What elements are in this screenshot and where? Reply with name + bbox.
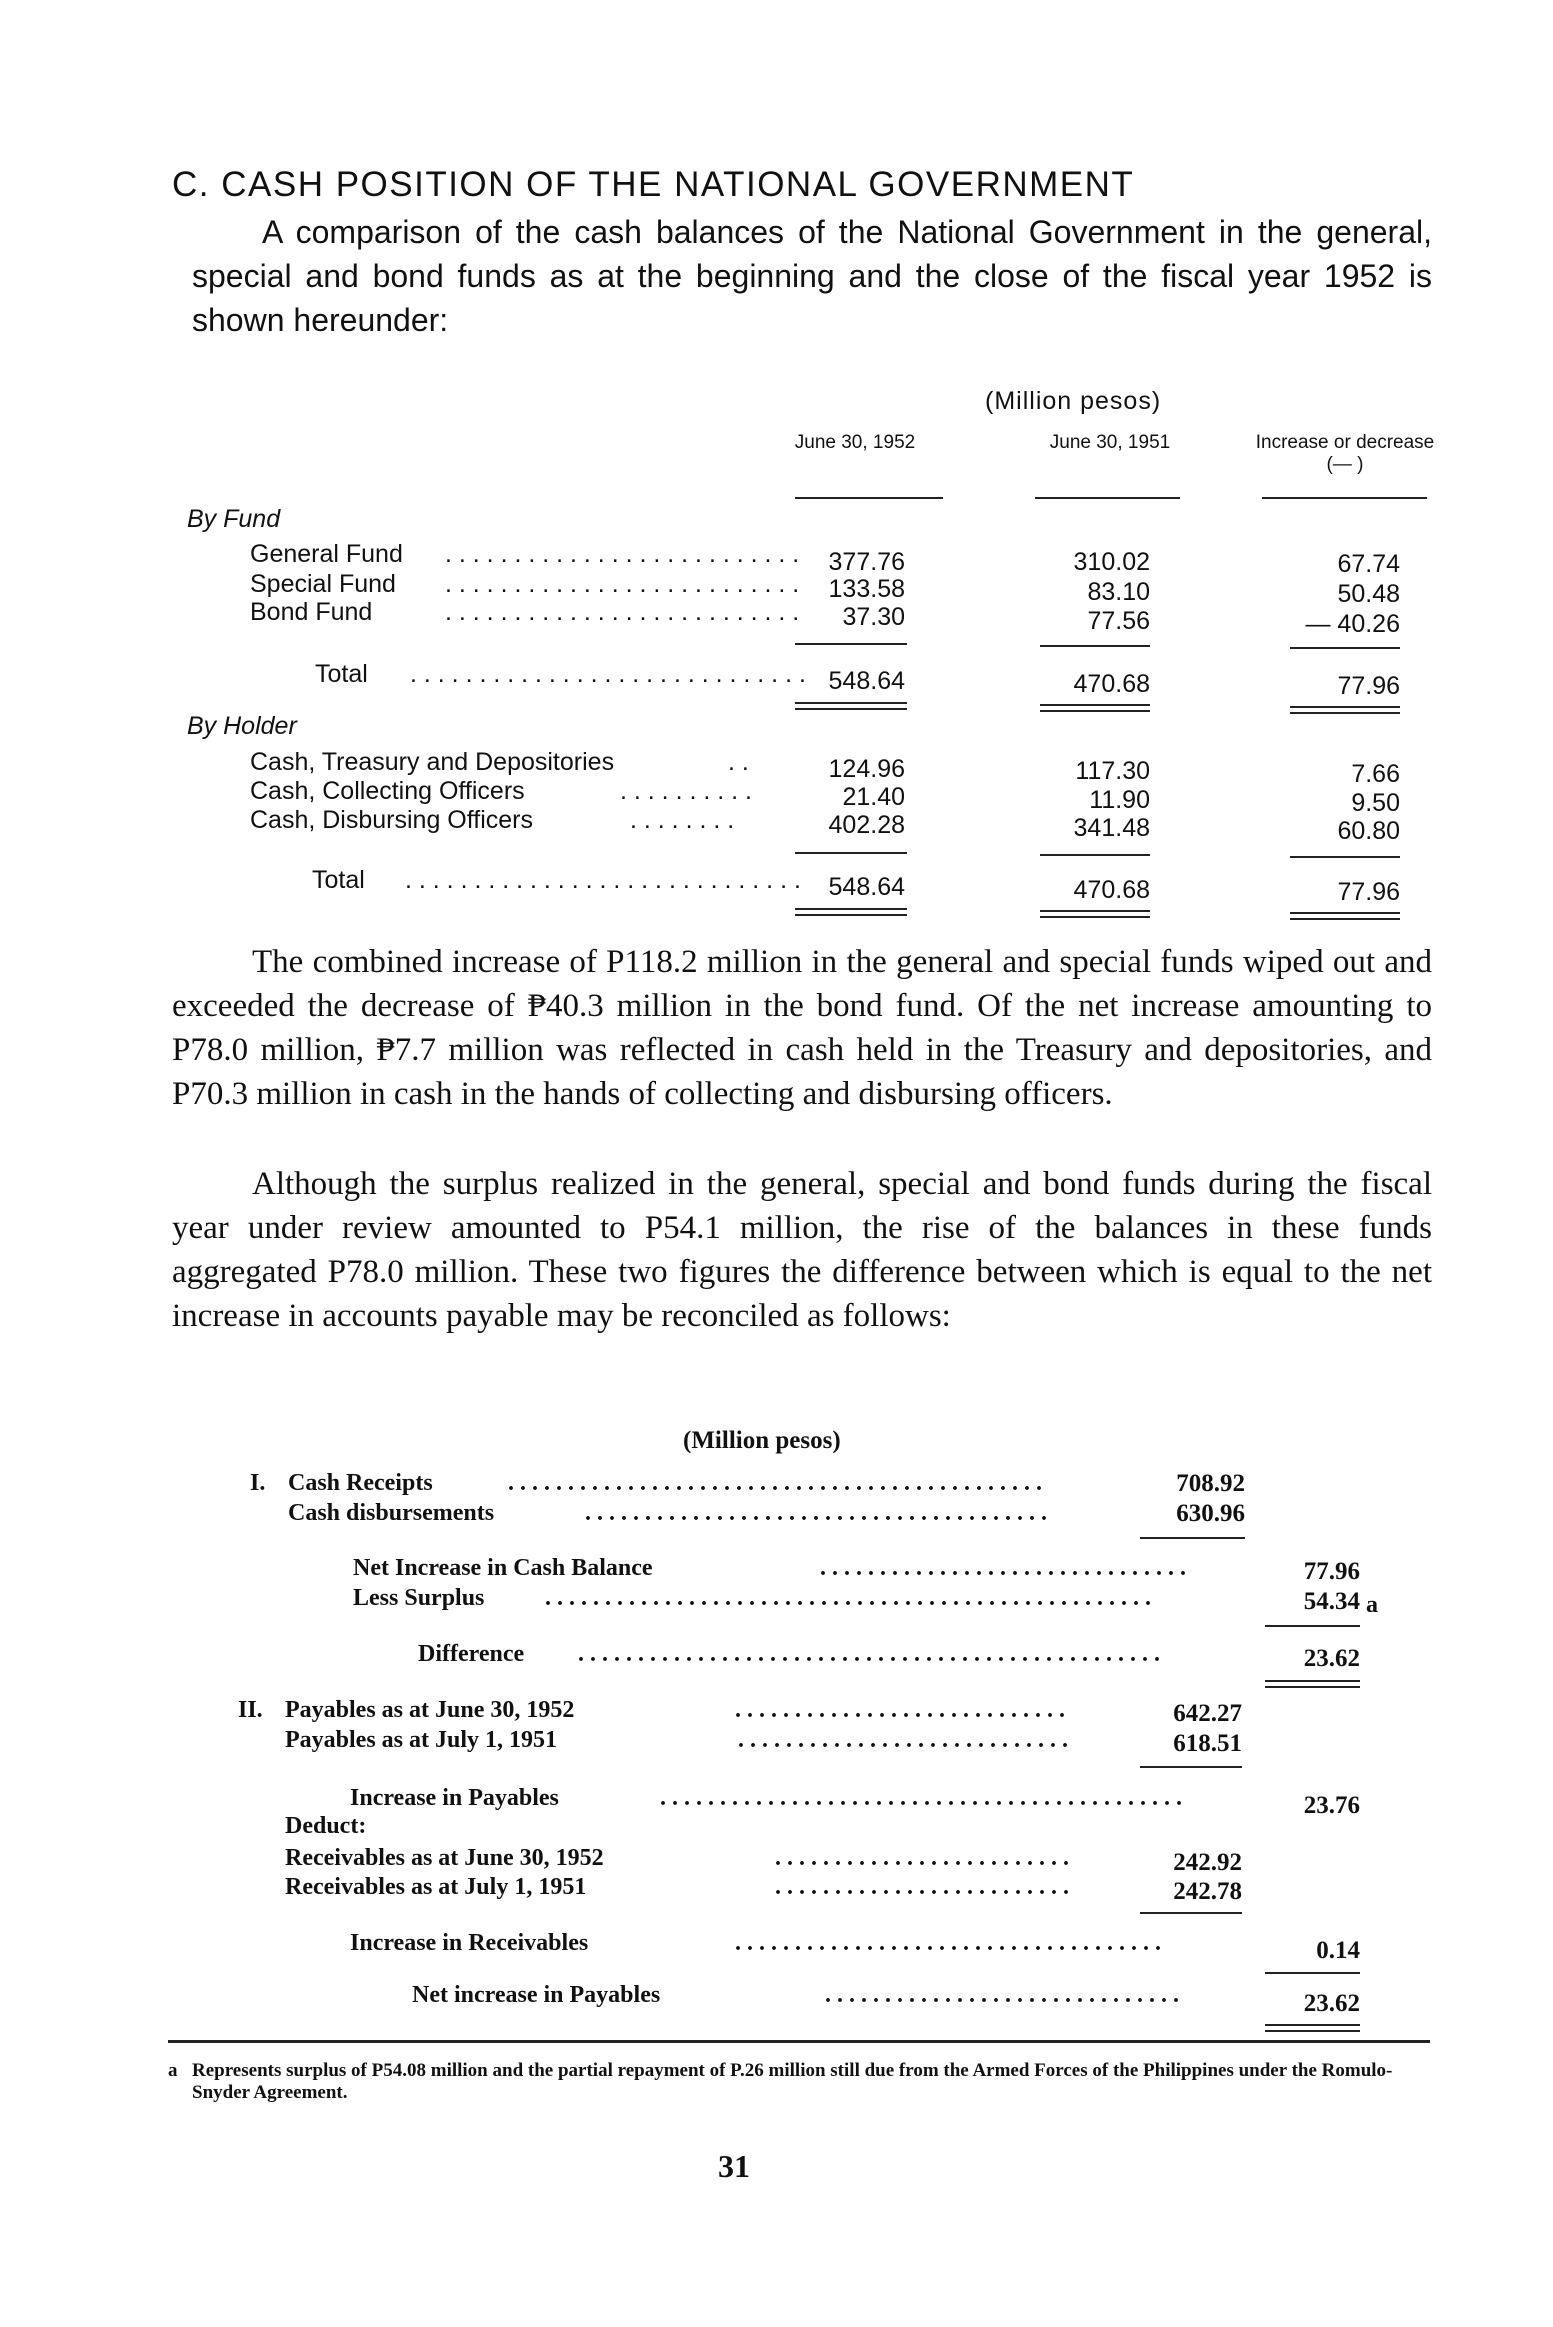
value-difference: 23.62 <box>1303 1645 1360 1672</box>
value-receivables-1951: 242.78 <box>1173 1878 1242 1905</box>
label-receivables-1952: Receivables as at June 30, 1952 <box>285 1845 604 1871</box>
value-payables-1951: 618.51 <box>1173 1730 1242 1757</box>
table1-subtotal-rule <box>1290 856 1400 858</box>
cell-collecting-change: 9.50 <box>1351 789 1400 817</box>
table2-rule <box>1265 1625 1360 1627</box>
label-increase-payables: Increase in Payables <box>350 1785 559 1811</box>
leader-dots: . . . . . . . . . . . . . . . . . . . . . . . . . . <box>445 570 800 598</box>
leader-dots: . . . . . . . . . . <box>620 777 752 805</box>
row-label-collecting: Cash, Collecting Officers <box>250 777 525 805</box>
leader-dots: . . . . . . . . . . . . . . . . . . . . . . . . . . . . . . . . . . . . <box>735 1930 1161 1956</box>
table1-total-double-rule <box>1290 706 1400 714</box>
leader-dots: . . . . . . . . <box>630 806 735 834</box>
leader-dots: . . . . . . . . . . . . . . . . . . . . . . . . . . . . . . . <box>820 1555 1186 1581</box>
leader-dots: . . . . . . . . . . . . . . . . . . . . . . . . . <box>775 1845 1069 1871</box>
label-net-increase-payables: Net increase in Payables <box>412 1982 661 2008</box>
cell-disbursing-1952: 402.28 <box>828 811 905 839</box>
row-label-special-fund: Special Fund <box>250 570 396 598</box>
value-cash-disbursements: 630.96 <box>1176 1500 1245 1527</box>
table2-double-rule <box>1265 1680 1360 1688</box>
table1-col-1952: June 30, 1952 <box>794 432 916 453</box>
table1-subtotal-rule <box>795 852 907 854</box>
table1-total-double-rule <box>795 908 907 916</box>
cell-holder-total-change: 77.96 <box>1337 878 1400 906</box>
row-label-holder-total: Total <box>312 866 365 894</box>
cell-special-change: 50.48 <box>1337 580 1400 608</box>
table1-header-rule-1951 <box>1035 497 1180 499</box>
label-payables-1951: Payables as at July 1, 1951 <box>285 1727 558 1753</box>
label-less-surplus: Less Surplus <box>353 1585 485 1611</box>
cell-bond-1951: 77.56 <box>1087 607 1150 635</box>
cell-holder-total-1952: 548.64 <box>828 873 905 901</box>
value-net-increase-cash: 77.96 <box>1303 1558 1360 1585</box>
paragraph-surplus-reconciliation: Although the surplus realized in the general, special and bond funds during the fiscal year under review amounted to P54.1 million, the rise of the balances in these funds aggregated P78.0 million. These two figures the difference between which is equal to the net increase in accounts payable may be reconciled as follows: <box>172 1166 1432 1334</box>
footnote-marker: a <box>168 2060 178 2081</box>
row-label-treasury: Cash, Treasury and Depositories <box>250 748 615 776</box>
row-label-disbursing: Cash, Disbursing Officers <box>250 806 533 834</box>
table1-total-double-rule <box>1040 910 1150 918</box>
table2-rule <box>1265 1972 1360 1974</box>
value-cash-receipts: 708.92 <box>1176 1470 1245 1497</box>
leader-dots: . . . . . . . . . . . . . . . . . . . . . . . . . . . . <box>735 1697 1065 1723</box>
page-number: 31 <box>718 2148 750 2184</box>
table2-double-rule <box>1265 2024 1360 2032</box>
label-deduct: Deduct: <box>285 1813 367 1839</box>
intro-paragraph: A comparison of the cash balances of the National Government in the general, special and bond funds as at the beginning and the close of the fiscal year 1952 is shown hereunder: <box>192 214 1432 338</box>
cell-collecting-1952: 21.40 <box>842 783 905 811</box>
footnote-rule <box>168 2040 1430 2043</box>
table2-rule <box>1140 1766 1242 1768</box>
leader-dots: . . . . . . . . . . . . . . . . . . . . . . . . . . . . . . <box>825 1982 1179 2008</box>
value-increase-receivables: 0.14 <box>1316 1937 1360 1964</box>
table2-unit: (Million pesos) <box>683 1427 841 1454</box>
leader-dots: . . . . . . . . . . . . . . . . . . . . . . . . . <box>775 1874 1069 1900</box>
leader-dots: . . . . . . . . . . . . . . . . . . . . . . . . . . . . . <box>410 660 806 688</box>
leader-dots: . . . . . . . . . . . . . . . . . . . . . . . . . . . . . . . . . . . . . . . <box>585 1500 1047 1526</box>
row-label-general-fund: General Fund <box>250 540 403 568</box>
paragraph-combined-increase: The combined increase of P118.2 million in the general and special funds wiped out and exceeded the decrease of ₱40.3 million in the bond fund. Of the net increase amounting to P78.0 million, ₱7.7 million was reflected in cash held in the Treasury and depositories, and P70.3 million in cash in the hands of collecting and disbursing officers. <box>172 944 1432 1112</box>
group-by-fund: By Fund <box>187 505 281 533</box>
table1-header-rule-change <box>1262 497 1427 499</box>
footnote-text: Represents surplus of P54.08 million and the partial repayment of P.26 million still due from the Armed Forces of the Philippines under the Romulo-Snyder Agreement. <box>192 2060 1393 2103</box>
cell-general-1951: 310.02 <box>1073 548 1150 576</box>
label-net-increase-cash: Net Increase in Cash Balance <box>353 1555 653 1581</box>
table1-subtotal-rule <box>1290 647 1400 649</box>
leader-dots: . . . . . . . . . . . . . . . . . . . . . . . . . . . . . . . . . . . . . . . . . . . . . . . . . <box>578 1641 1160 1667</box>
cell-fund-total-1952: 548.64 <box>828 667 905 695</box>
footnote-ref-a: a <box>1366 1592 1378 1618</box>
table1-col-change: Increase or decrease (— ) <box>1255 432 1435 475</box>
cell-treasury-1951: 117.30 <box>1075 757 1150 785</box>
leader-dots: . . <box>728 748 749 776</box>
cell-special-1951: 83.10 <box>1087 578 1150 606</box>
table1-total-double-rule <box>1290 912 1400 920</box>
value-less-surplus: 54.34 <box>1303 1588 1360 1615</box>
table1-col-1951: June 30, 1951 <box>1049 432 1171 453</box>
leader-dots: . . . . . . . . . . . . . . . . . . . . . . . . . . . . . . . . . . . . . . . . . . . . . . . . . . . <box>545 1585 1151 1611</box>
table1-subtotal-rule <box>1040 645 1150 647</box>
leader-dots: . . . . . . . . . . . . . . . . . . . . . . . . . . . . . <box>405 866 801 894</box>
leader-dots: . . . . . . . . . . . . . . . . . . . . . . . . . . . . <box>738 1727 1068 1753</box>
value-receivables-1952: 242.92 <box>1173 1849 1242 1876</box>
group-by-holder: By Holder <box>187 712 297 740</box>
section-title: C. CASH POSITION OF THE NATIONAL GOVERNMENT <box>172 165 1135 204</box>
row-label-bond-fund: Bond Fund <box>250 598 373 626</box>
label-difference: Difference <box>418 1641 525 1667</box>
cell-special-1952: 133.58 <box>828 575 905 603</box>
table1-header-rule-1952 <box>795 497 943 499</box>
table2-rule <box>1140 1537 1245 1539</box>
label-increase-receivables: Increase in Receivables <box>350 1930 589 1956</box>
section-numeral-ii: II. <box>238 1697 263 1723</box>
cell-bond-1952: 37.30 <box>842 603 905 631</box>
leader-dots: . . . . . . . . . . . . . . . . . . . . . . . . . . . . . . . . . . . . . . . . . . . . <box>660 1785 1182 1811</box>
section-numeral-i: I. <box>250 1470 266 1496</box>
leader-dots: . . . . . . . . . . . . . . . . . . . . . . . . . . <box>445 598 800 626</box>
table2-rule <box>1140 1912 1242 1914</box>
cell-collecting-1951: 11.90 <box>1089 786 1150 814</box>
label-cash-receipts: Cash Receipts <box>288 1470 433 1496</box>
cell-disbursing-1951: 341.48 <box>1073 814 1150 842</box>
value-increase-payables: 23.76 <box>1303 1792 1360 1819</box>
table1-unit: (Million pesos) <box>985 387 1162 415</box>
value-net-increase-payables: 23.62 <box>1303 1990 1360 2017</box>
cell-treasury-1952: 124.96 <box>828 755 905 783</box>
cell-disbursing-change: 60.80 <box>1337 817 1400 845</box>
cell-holder-total-1951: 470.68 <box>1073 876 1150 904</box>
label-receivables-1951: Receivables as at July 1, 1951 <box>285 1874 587 1900</box>
table1-subtotal-rule <box>795 643 907 645</box>
label-cash-disbursements: Cash disbursements <box>288 1500 495 1526</box>
leader-dots: . . . . . . . . . . . . . . . . . . . . . . . . . . <box>445 540 800 568</box>
table1-total-double-rule <box>1040 704 1150 712</box>
table1-total-double-rule <box>795 702 907 710</box>
cell-fund-total-change: 77.96 <box>1337 672 1400 700</box>
cell-bond-change: — 40.26 <box>1305 610 1400 638</box>
label-payables-1952: Payables as at June 30, 1952 <box>285 1697 575 1723</box>
table1-subtotal-rule <box>1040 854 1150 856</box>
cell-fund-total-1951: 470.68 <box>1073 670 1150 698</box>
row-label-fund-total: Total <box>315 660 368 688</box>
value-payables-1952: 642.27 <box>1173 1700 1242 1727</box>
cell-general-change: 67.74 <box>1337 550 1400 578</box>
cell-treasury-change: 7.66 <box>1351 760 1400 788</box>
leader-dots: . . . . . . . . . . . . . . . . . . . . . . . . . . . . . . . . . . . . . . . . . . . . . <box>508 1470 1042 1496</box>
cell-general-1952: 377.76 <box>828 548 905 576</box>
